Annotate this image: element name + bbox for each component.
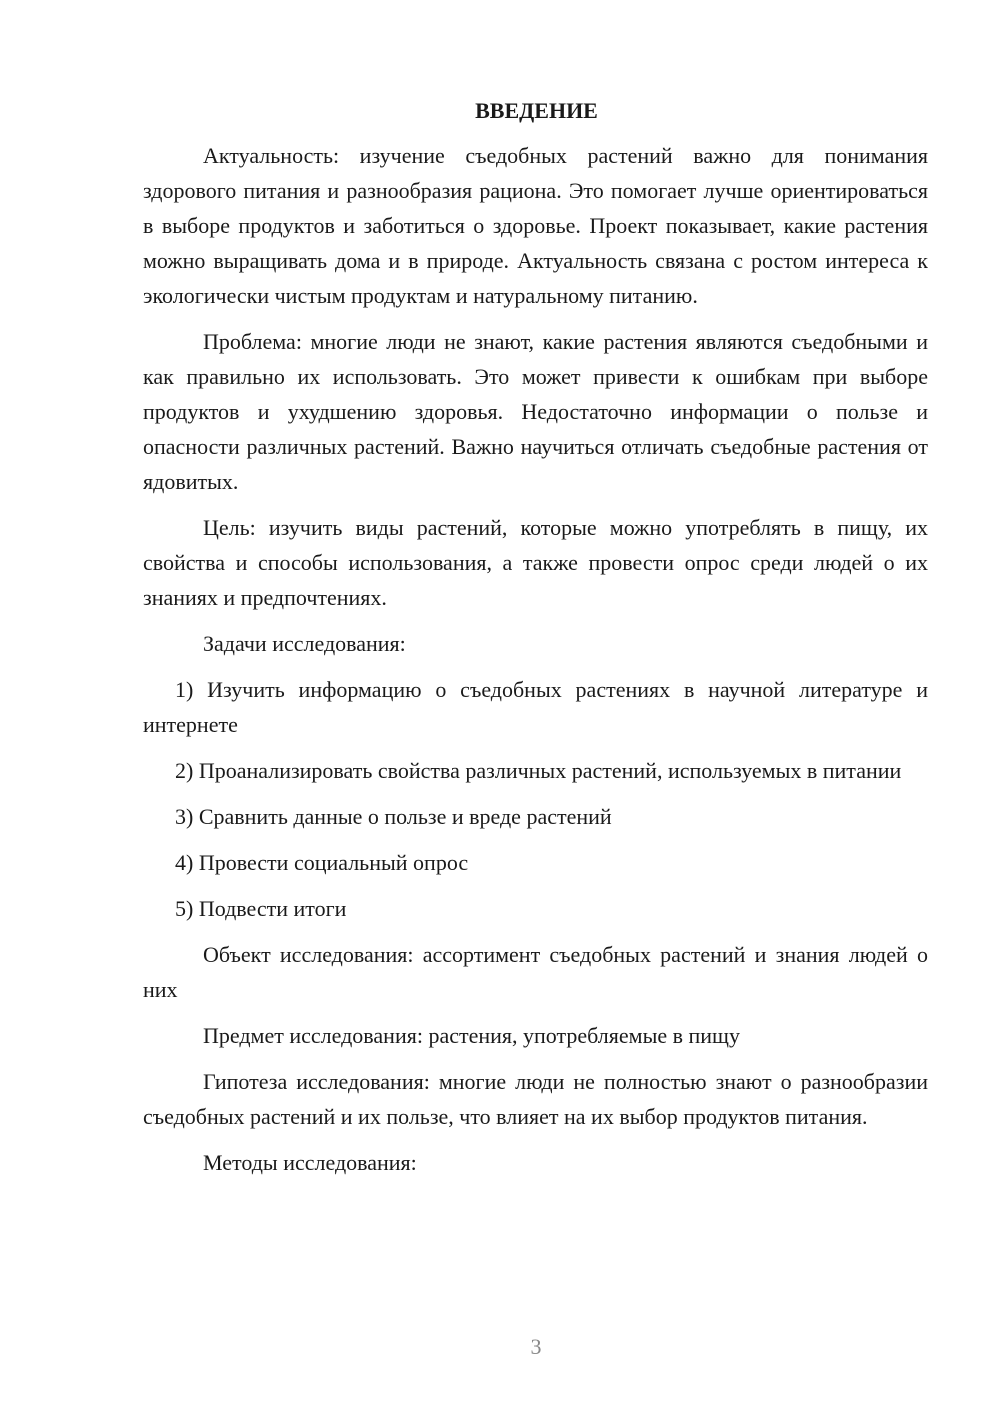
subject-paragraph: Предмет исследования: растения, употребляемые в пищу — [203, 1023, 741, 1048]
task-item-4: 4) Провести социальный опрос — [175, 850, 469, 875]
tasks-heading: Задачи исследования: — [203, 631, 406, 656]
object-paragraph: Объект исследования: ассортимент съедобных растений и знания людей о них — [143, 942, 928, 1002]
hypothesis-paragraph: Гипотеза исследования: многие люди не полностью знают о разнообразии съедобных растений и их пользе, что влияет на их выбор продуктов питания. — [143, 1069, 928, 1129]
task-item-3: 3) Сравнить данные о пользе и вреде растений — [175, 804, 612, 829]
task-item-5: 5) Подвести итоги — [175, 896, 347, 921]
task-item-2: 2) Проанализировать свойства различных растений, используемых в питании — [175, 758, 902, 783]
problem-paragraph: Проблема: многие люди не знают, какие растения являются съедобными и как правильно их использовать. Это может привести к ошибкам при выборе продуктов и ухудшению здоровья. Недостаточно информации о пользе и опасности различных растений. Важно научиться отличать съедобные растения от ядовитых. — [143, 329, 928, 494]
task-item-1: 1) Изучить информацию о съедобных растениях в научной литературе и интернете — [143, 677, 928, 737]
section-title: ВВЕДЕНИЕ — [475, 98, 598, 123]
methods-heading: Методы исследования: — [203, 1150, 417, 1175]
goal-paragraph: Цель: изучить виды растений, которые можно употреблять в пищу, их свойства и способы использования, а также провести опрос среди людей о их знаниях и предпочтениях. — [143, 515, 928, 610]
relevance-paragraph: Актуальность: изучение съедобных растений важно для понимания здорового питания и разнообразия рациона. Это помогает лучше ориентироваться в выборе продуктов и заботиться о здоровье. Проект показывает, какие растения можно выращивать дома и в природе. Актуальность связана с ростом интереса к экологически чистым продуктам и натуральному питанию. — [143, 143, 928, 308]
document-page — [143, 96, 928, 1180]
page-number: 3 — [530, 1334, 542, 1359]
